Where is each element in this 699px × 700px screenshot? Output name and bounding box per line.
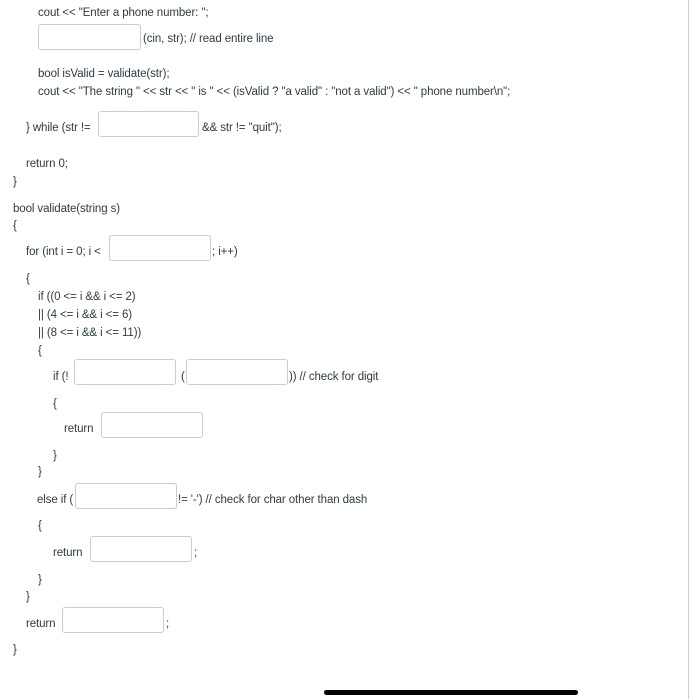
return-semicolon-3: ; [166, 618, 170, 630]
getline-function-blank[interactable] [38, 24, 141, 50]
function-signature: bool validate(string s) [13, 203, 121, 215]
while-compare-blank[interactable] [98, 111, 199, 137]
home-indicator-bar [324, 690, 578, 695]
else-close-brace: } [38, 574, 42, 586]
main-close-brace: } [13, 176, 17, 188]
for-limit-blank[interactable] [109, 235, 211, 261]
if-condition-line-3: || (8 <= i && i <= 11)) [38, 327, 142, 339]
return-keyword-2: return [53, 547, 83, 559]
return-semicolon-2: ; [194, 547, 198, 559]
function-open-brace: { [13, 220, 17, 232]
while-suffix-text: && str != "quit"); [202, 122, 282, 134]
return-keyword-3: return [26, 618, 56, 630]
cout-result-line: cout << "The string " << str << " is " << (isValid ? "a valid" : "not a valid") << " phone number\n"; [38, 86, 511, 98]
if-open-brace: { [38, 345, 42, 357]
else-if-suffix-text: != '-') // check for char other than dash [178, 494, 368, 506]
for-suffix-text: ; i++) [212, 246, 238, 258]
function-close-brace: } [13, 644, 17, 656]
else-if-expression-blank[interactable] [75, 483, 177, 509]
return-keyword-1: return [64, 423, 94, 435]
if-condition-line-1: if ((0 <= i && i <= 2) [38, 291, 136, 303]
for-open-brace: { [26, 273, 30, 285]
return-value-blank-3[interactable] [62, 607, 164, 633]
inner-if-function-blank[interactable] [74, 359, 176, 385]
inner-if-prefix-text: if (! [53, 371, 69, 383]
else-open-brace: { [38, 520, 42, 532]
cout-prompt-line: cout << "Enter a phone number: "; [38, 7, 209, 19]
return-value-blank-2[interactable] [90, 536, 192, 562]
else-if-prefix-text: else if ( [37, 494, 74, 506]
inner-if-suffix-text: )) // check for digit [289, 371, 379, 383]
return-zero-line: return 0; [26, 158, 68, 170]
inner-open-brace: { [53, 398, 57, 410]
getline-suffix-text: (cin, str); // read entire line [143, 33, 274, 45]
if-close-brace: } [38, 466, 42, 478]
return-value-blank-1[interactable] [101, 412, 203, 438]
bool-isvalid-line: bool isValid = validate(str); [38, 68, 170, 80]
while-prefix-text: } while (str != [26, 122, 91, 134]
for-close-brace: } [26, 591, 30, 603]
inner-close-brace: } [53, 450, 57, 462]
inner-if-argument-blank[interactable] [186, 359, 288, 385]
for-prefix-text: for (int i = 0; i < [26, 246, 101, 258]
inner-if-open-paren: ( [181, 371, 185, 383]
if-condition-line-2: || (4 <= i && i <= 6) [38, 309, 133, 321]
